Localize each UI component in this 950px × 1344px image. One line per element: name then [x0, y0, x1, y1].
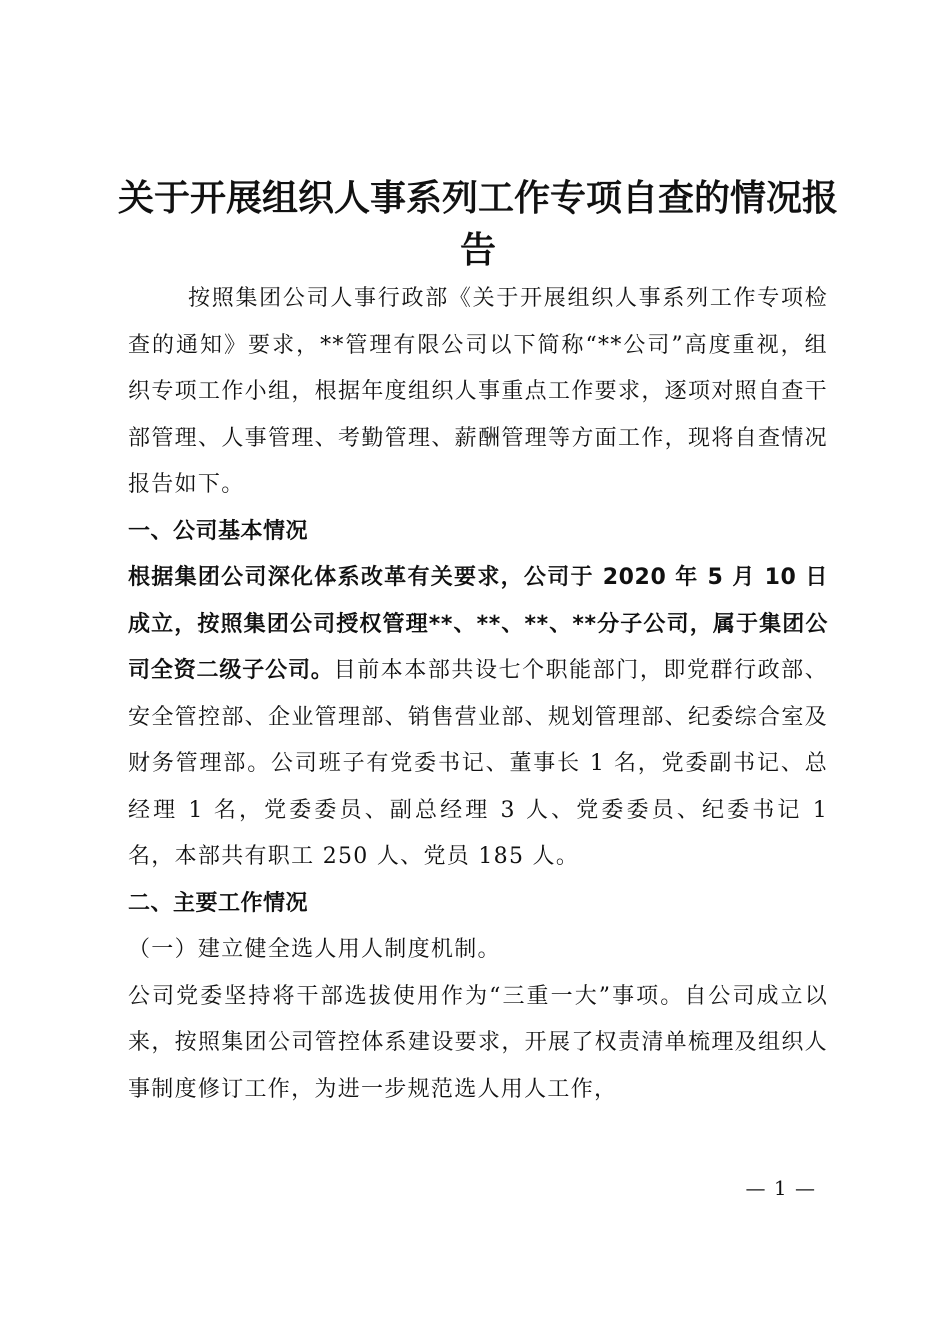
document-body — [128, 276, 828, 1113]
section2-heading: 二、主要工作情况 — [128, 890, 309, 916]
document-title: 关于开展组织人事系列工作专项自查的情况报告 — [118, 177, 839, 271]
section1-text: 目前本本部共设七个职能部门，即党群行政部、安全管控部、企业管理部、销售营业部、规划管理部、纪委综合室及财务管理部。公司班子有党委书记、董事长 1 名，党委副书记、总经理 1 名，党委委员、副总经理 3 人、党委委员、纪委书记 1 名，本部共有职工 250 人、党员 185 人。 — [128, 658, 828, 869]
section2-paragraph-1: 公司党委坚持将干部选拔使用作为“三重一大”事项。自公司成立以来，按照集团公司管控体系建设要求，开展了权责清单梳理及组织人事制度修订工作，为进一步规范选人用人工作， — [128, 983, 828, 1102]
page-number: — 1 — — [745, 1176, 816, 1200]
section1-paragraph — [128, 555, 828, 881]
section2-subheading-1: （一）建立健全选人用人制度机制。 — [128, 937, 501, 962]
section1-bold-text: 根据集团公司深化体系改革有关要求，公司于 2020 年 5 月 10 日成立，按照集团公司授权管理**、**、**、**分子公司，属于集团公司全资二级子公司。 — [128, 565, 828, 683]
intro-paragraph: 按照集团公司人事行政部《关于开展组织人事系列工作专项检查的通知》要求，**管理有限公司以下简称“**公司”高度重视，组织专项工作小组，根据年度组织人事重点工作要求，逐项对照自查干部管理、人事管理、考勤管理、薪酬管理等方面工作，现将自查情况报告如下。 — [128, 286, 828, 497]
section1-heading: 一、公司基本情况 — [128, 518, 309, 544]
